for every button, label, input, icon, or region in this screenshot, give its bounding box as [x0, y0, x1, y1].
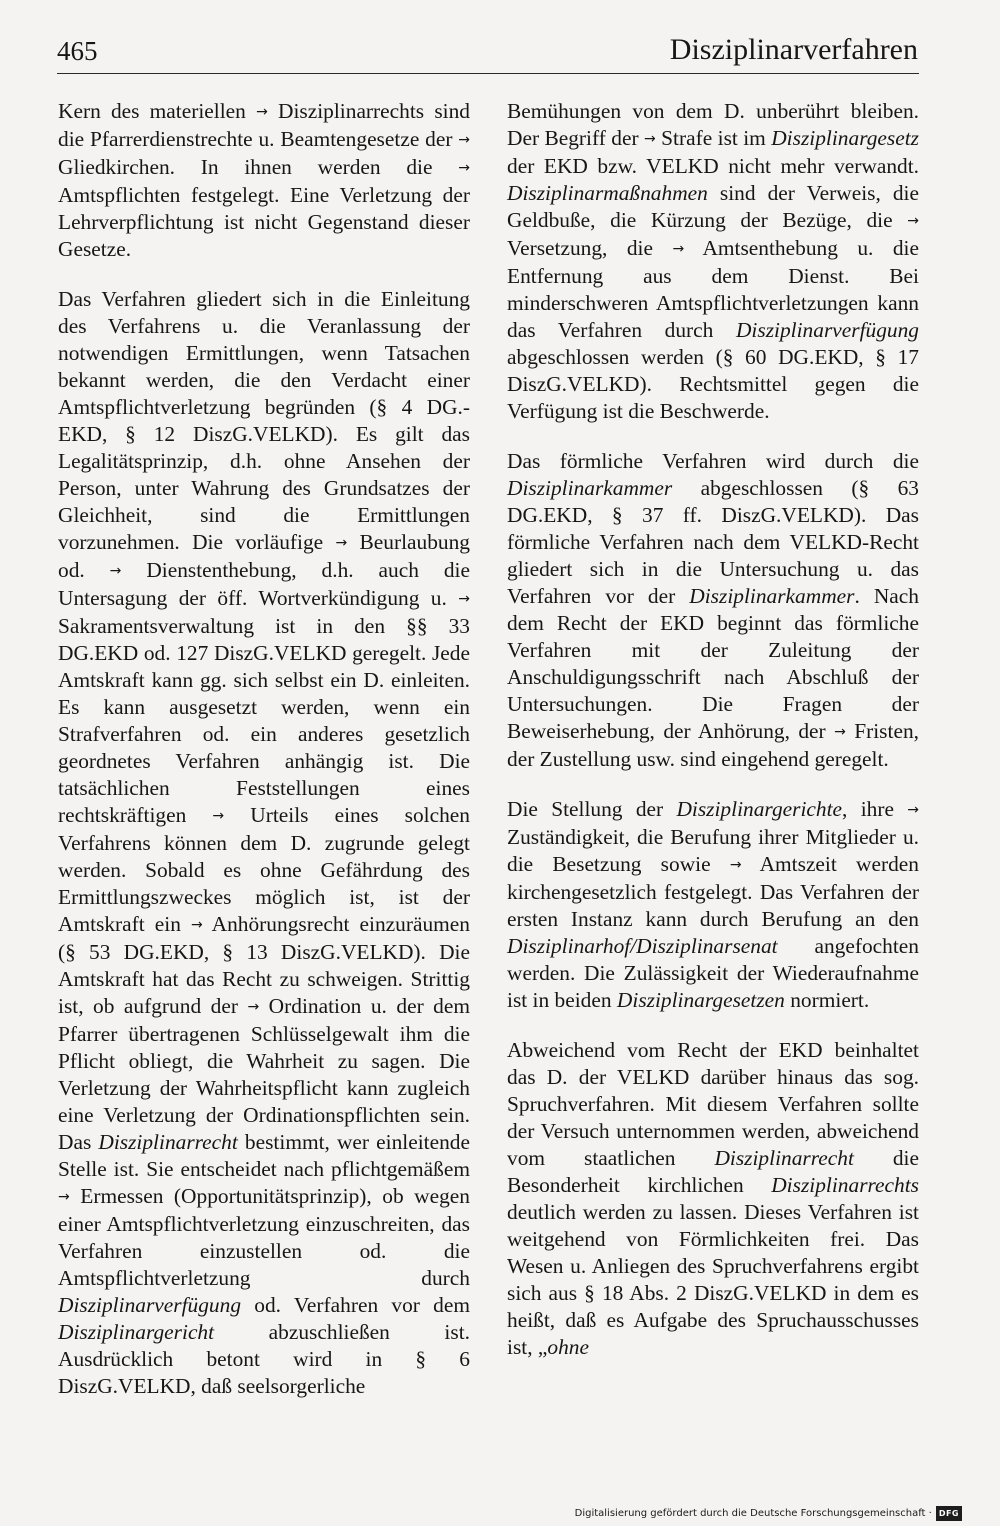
cross-reference-arrow-icon: →: [247, 999, 260, 1015]
text-run: . Nach dem Recht der EKD beginnt das förmliche Verfahren mit der Zuleitung der Anschuldigungsschrift nach Abschluß der Untersuchungen. Die Fragen der Beweiserhebung, der Anhörung, der: [507, 584, 919, 743]
text-run: Das förmliche Verfahren wird durch die: [507, 449, 919, 473]
cross-reference-arrow-icon: →: [729, 857, 742, 873]
italic-term: Disziplinargericht: [58, 1320, 215, 1344]
italic-term: Disziplinargesetzen: [616, 988, 785, 1012]
italic-term: Disziplinarrecht: [714, 1146, 854, 1170]
text-run: Das Verfahren gliedert sich in die Einleitung des Verfahrens u. die Veranlassung der notwendigen Ermittlungen, wenn Tatsachen bekannt werden, die den Verdacht einer Amtspflichtverletzung begründen (§ 4 DG.-EKD, § 12 DiszG.VELKD). Es gilt das Legalitätsprinzip, d.h. ohne Ansehen der Person, unter Wahrung des Grundsatzes der Gleichheit, sind die Ermittlungen vorzunehmen. Die vorläufige: [58, 287, 470, 554]
dfg-logo: DFG: [936, 1506, 962, 1521]
text-run: die Besonderheit kirchlichen: [507, 1146, 919, 1197]
italic-term: Disziplinarmaßnahmen: [507, 181, 708, 205]
italic-term: Disziplinarhof/Disziplinarsenat: [507, 934, 778, 958]
text-run: Amtszeit werden kirchengesetzlich festgelegt. Das Verfahren der ersten Instanz kann durch Berufung an den: [507, 852, 919, 931]
text-run: Abweichend vom Recht der EKD beinhaltet das D. der VELKD darüber hinaus das sog. Spruchverfahren. Mit diesem Verfahren sollte der Versuch unternommen werden, abweichend vom staatlichen: [507, 1038, 919, 1170]
cross-reference-arrow-icon: →: [672, 241, 685, 257]
cross-reference-arrow-icon: →: [256, 104, 268, 120]
text-run: od. Verfahren vor dem: [241, 1293, 470, 1317]
text-run: Dienstenthebung, d.h. auch die Untersagung der öff. Wortverkündigung u.: [58, 558, 470, 610]
cross-reference-arrow-icon: →: [834, 724, 846, 740]
cross-reference-arrow-icon: →: [212, 808, 225, 824]
paragraph: [507, 1037, 919, 1361]
text-run: der EKD bzw. VELKD nicht mehr verwandt.: [507, 154, 919, 178]
text-run: Fristen, der Zustellung usw. sind eingehend geregelt.: [507, 719, 919, 771]
cross-reference-arrow-icon: →: [907, 213, 919, 229]
cross-reference-arrow-icon: →: [191, 917, 203, 933]
italic-term: Disziplinarrecht: [98, 1130, 238, 1154]
cross-reference-arrow-icon: →: [58, 1189, 70, 1205]
text-run: Beurlaubung od.: [58, 530, 471, 582]
running-title: Disziplinarverfahren: [669, 33, 918, 66]
cross-reference-arrow-icon: →: [458, 132, 470, 148]
text-run: sind der Verweis, die Geldbuße, die Kürzung der Bezüge, die: [507, 181, 919, 232]
text-run: angefochten werden. Die Zulässigkeit der Wiederaufnahme ist in beiden: [507, 934, 919, 1012]
paragraph: [507, 796, 919, 1014]
text-run: Amtspflichten festgelegt. Eine Verletzung der Lehrverpflichtung ist nicht Gegenstand dieser Gesetze.: [58, 183, 470, 261]
text-run: Sakramentsverwaltung ist in den §§ 33 DG.EKD od. 127 DiszG.VELKD geregelt. Jede Amtskraft kann gg. sich selbst ein D. einleiten. Es kann ausgesetzt werden, wenn ein Strafverfahren od. ein anderes gesetzlich geordnetes Verfahren anhängig ist. Die tatsächlichen Feststellungen eines rechtskräftigen: [58, 614, 470, 827]
paragraph: [507, 98, 919, 425]
right-column: [507, 98, 919, 1384]
text-run: Kern des materiellen: [58, 99, 257, 123]
paragraph: [58, 98, 470, 263]
text-run: , ihre: [842, 797, 908, 821]
italic-term: Disziplinargesetz: [771, 126, 919, 150]
text-run: bestimmt, wer einleitende Stelle ist. Sie entscheidet nach pflichtgemäßem: [58, 1130, 470, 1181]
italic-term: Disziplinarrechts: [771, 1173, 919, 1197]
footer: [575, 1506, 962, 1521]
paragraph: [507, 448, 919, 773]
cross-reference-arrow-icon: →: [458, 160, 470, 176]
text-run: Gliedkirchen. In ihnen werden die: [58, 155, 459, 179]
text-run: abgeschlossen werden (§ 60 DG.EKD, § 17 DiszG.VELKD). Rechtsmittel gegen die Verfügung ist die Beschwerde.: [507, 345, 919, 423]
italic-term: Disziplinargerichte: [676, 797, 843, 821]
text-run: abgeschlossen (§ 63 DG.EKD, § 37 ff. DiszG.VELKD). Das förmliche Verfahren nach dem VELKD-Recht gliedert sich in die Untersuchung u. das Verfahren vor der: [507, 476, 919, 608]
italic-term: Disziplinarkammer: [689, 584, 855, 608]
text-run: deutlich werden zu lassen. Dieses Verfahren ist weitgehend von Förmlichkeiten frei. Das Wesen u. Anliegen des Spruchverfahrens ergibt sich aus § 18 Abs. 2 DiszG.VELKD in dem es heißt, daß es Aufgabe des Spruchausschusses ist, „: [507, 1200, 919, 1359]
text-run: Strafe ist im: [655, 126, 772, 150]
cross-reference-arrow-icon: →: [458, 591, 470, 607]
left-column: [58, 98, 470, 1423]
italic-term: Disziplinarverfügung: [735, 318, 919, 342]
cross-reference-arrow-icon: →: [109, 563, 122, 579]
italic-term: Disziplinarverfügung: [58, 1293, 242, 1317]
text-run: normiert.: [784, 988, 870, 1012]
cross-reference-arrow-icon: →: [644, 131, 656, 147]
paragraph: [58, 286, 470, 1400]
text-run: Anhörungsrecht einzuräumen (§ 53 DG.EKD, § 13 DiszG.VELKD). Die Amtskraft hat das Recht zu schweigen. Strittig ist, ob aufgrund der: [58, 912, 470, 1018]
text-run: Disziplinarrechts sind die Pfarrerdienstrechte u. Beamtengesetze der: [58, 99, 470, 151]
text-run: Ermessen (Opportunitätsprinzip), ob wegen einer Amtspflichtverletzung einzuschreiten, das Verfahren einzustellen od. die Amtspflichtverletzung durch: [58, 1184, 470, 1290]
header-rule: [57, 73, 919, 74]
italic-term: ohne: [547, 1335, 589, 1359]
text-run: Urteils eines solchen Verfahrens können dem D. zugrunde gelegt werden. Sobald es ohne Gefährdung des Ermittlungszweckes möglich ist, ist der Amtskraft ein: [58, 803, 470, 936]
cross-reference-arrow-icon: →: [335, 535, 348, 551]
text-run: Versetzung, die: [507, 236, 673, 260]
footer-credit: Digitalisierung gefördert durch die Deutsche Forschungsgemeinschaft ·: [574, 1508, 932, 1519]
text-run: Die Stellung der: [507, 797, 677, 821]
page-number: 465: [57, 36, 98, 66]
text-run: Zuständigkeit, die Berufung ihrer Mitglieder u. die Besetzung sowie: [507, 825, 919, 876]
text-run: Amtsenthebung u. die Entfernung aus dem Dienst. Bei minderschweren Amtspflichtverletzungen kann das Verfahren durch: [507, 236, 919, 342]
text-run: Bemühungen von dem D. unberührt bleiben. Der Begriff der: [507, 99, 919, 150]
cross-reference-arrow-icon: →: [907, 802, 919, 818]
text-run: abzuschließen ist. Ausdrücklich betont wird in § 6 DiszG.VELKD, daß seelsorgerliche: [58, 1320, 470, 1398]
italic-term: Disziplinarkammer: [507, 476, 673, 500]
text-run: Ordination u. der dem Pfarrer übertragenen Schlüsselgewalt ihm die Pflicht obliegt, die Wahrheit zu sagen. Die Verletzung der Wahrheitspflicht kann zugleich eine Verletzung der Ordinationspflichten sein. Das: [58, 994, 471, 1154]
